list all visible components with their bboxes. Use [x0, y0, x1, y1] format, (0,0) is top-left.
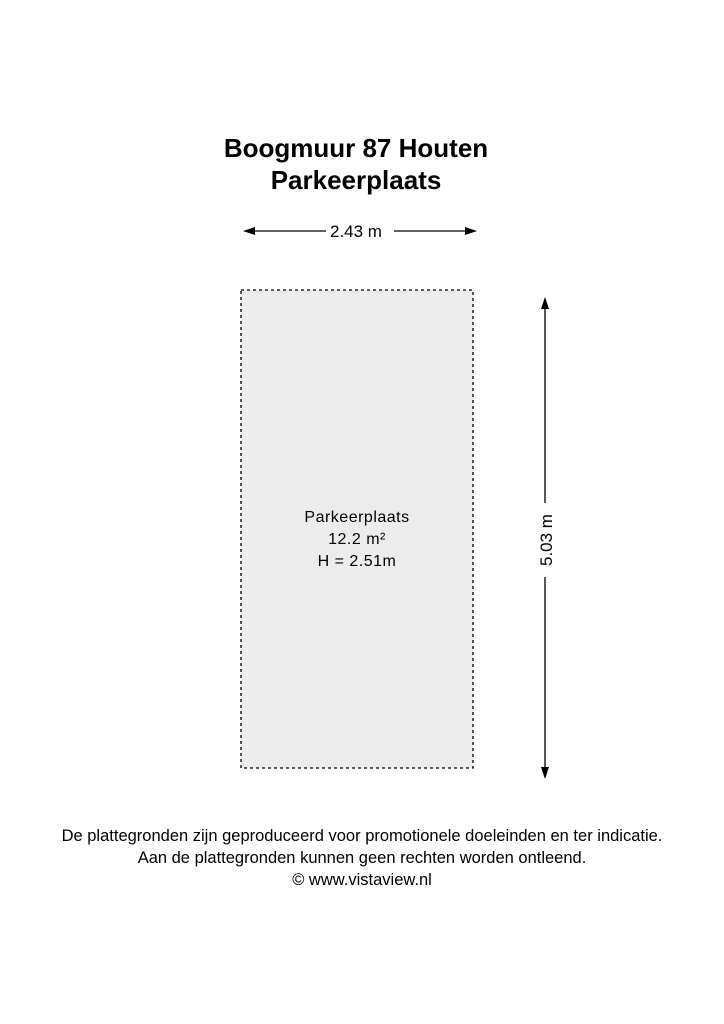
room-name: Parkeerplaats [304, 509, 410, 526]
length-label: 5.03 m [537, 503, 557, 577]
arrow-up-icon [541, 297, 549, 309]
disclaimer-line-1: De plattegronden zijn geproduceerd voor promotionele doeleinden en ter indicatie. [61, 827, 663, 845]
arrow-down-icon [541, 767, 549, 779]
room-height: H = 2.51m [317, 553, 397, 570]
width-label: 2.43 m [326, 222, 386, 242]
plan-subtitle: Parkeerplaats [270, 165, 442, 195]
arrow-right-icon [465, 227, 477, 235]
room-parkeerplaats [241, 290, 473, 768]
room-area: 12.2 m² [328, 531, 386, 548]
disclaimer-line-2: Aan de plattegronden kunnen geen rechten worden ontleend. [137, 849, 587, 867]
copyright-link[interactable]: © www.vistaview.nl [292, 871, 432, 889]
arrow-left-icon [243, 227, 255, 235]
plan-title: Boogmuur 87 Houten [223, 133, 489, 163]
